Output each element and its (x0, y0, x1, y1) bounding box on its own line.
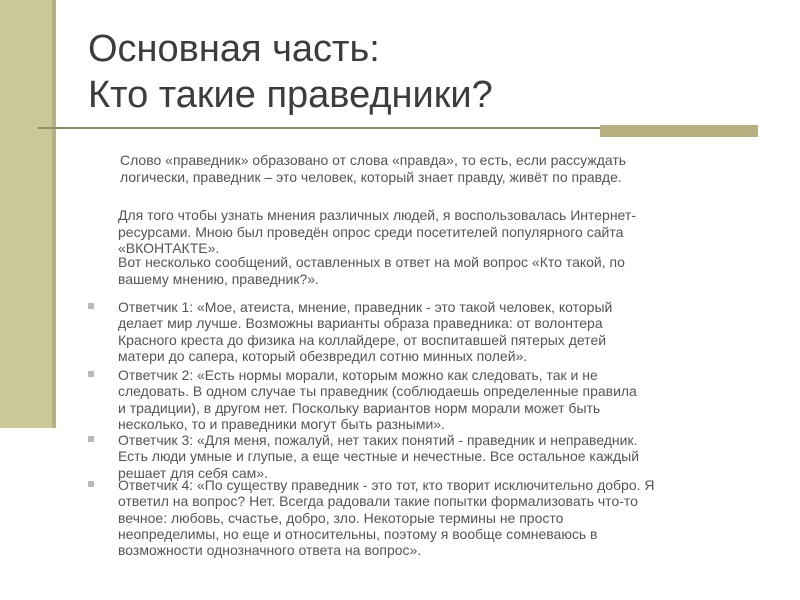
answer-item-1 (100, 299, 790, 364)
answer-2-line-4: несколько, то и праведники могут быть разными». (118, 415, 445, 432)
title-line-1: Основная часть: (88, 28, 380, 70)
intro-paragraph (120, 152, 760, 185)
question-line-2: вашему мнению, праведник?». (118, 270, 319, 287)
intro-line-2: логически, праведник – это человек, который знает правду, живёт по правде. (120, 168, 622, 185)
question-line-1: Вот несколько сообщений, оставленных в ответ на мой вопрос «Кто такой, по (118, 254, 625, 270)
answer-1-line-4: матери до сапера, который обезвредил сотню минных полей». (118, 347, 528, 364)
answer-2-line-2: следовать. В одном случае ты праведник (соблюдаешь определенные правила (118, 383, 637, 400)
answer-4-line-2: ответил на вопрос? Нет. Всегда радовали такие попытки формализовать что-то (118, 493, 638, 510)
answer-4-line-3: вечное: любовь, счастье, добро, зло. Некоторые термины не просто (118, 509, 564, 526)
answer-item-4 (100, 477, 790, 558)
method-line-3: «ВКОНТАКТЕ». (118, 240, 220, 257)
answer-4-line-4: неопределимы, но еще и относительны, поэтому я вообще сомневаюсь в (118, 525, 598, 542)
bullet-icon (88, 371, 94, 377)
answer-1-line-1: Ответчик 1: «Мое, атеиста, мнение, праведник - это такой человек, который (118, 299, 613, 315)
answer-3-line-1: Ответчик 3: «Для меня, пожалуй, нет таких понятий - праведник и неправедник. (118, 432, 638, 448)
method-line-1: Для того чтобы узнать мнения различных людей, я воспользовалась Интернет- (118, 207, 636, 223)
intro-line-1: Слово «праведник» образовано от слова «правда», то есть, если рассуждать (120, 152, 627, 168)
answer-4-line-5: возможности однозначного ответа на вопрос». (118, 542, 422, 559)
answer-3-line-3: решает для себя сам». (118, 464, 268, 481)
answer-4-line-1: Ответчик 4: «По существу праведник - это тот, кто творит исключительно добро. Я (118, 477, 655, 493)
method-paragraph (118, 207, 778, 257)
bullet-icon (88, 303, 94, 309)
answer-1-line-2: делает мир лучше. Возможны варианты образа праведника: от волонтера (118, 315, 603, 332)
title-line-2: Кто такие праведники? (88, 74, 493, 116)
question-paragraph (118, 254, 778, 287)
answer-3-line-2: Есть люди умные и глупые, а еще честные и нечестные. Все остальное каждый (118, 448, 640, 465)
bullet-icon (88, 436, 94, 442)
answer-2-line-1: Ответчик 2: «Есть нормы морали, которым можно как следовать, так и не (118, 367, 598, 383)
method-line-2: ресурсами. Мною был проведён опрос среди посетителей популярного сайта (118, 223, 624, 240)
answer-item-2 (100, 367, 790, 432)
answer-item-3 (100, 432, 790, 481)
answer-2-line-3: и традиции), в другом нет. Поскольку вариантов норм морали может быть (118, 399, 601, 416)
bullet-icon (88, 481, 94, 487)
answer-1-line-3: Красного креста до физика на коллайдере, от воспитавшей пятерых детей (118, 331, 607, 348)
